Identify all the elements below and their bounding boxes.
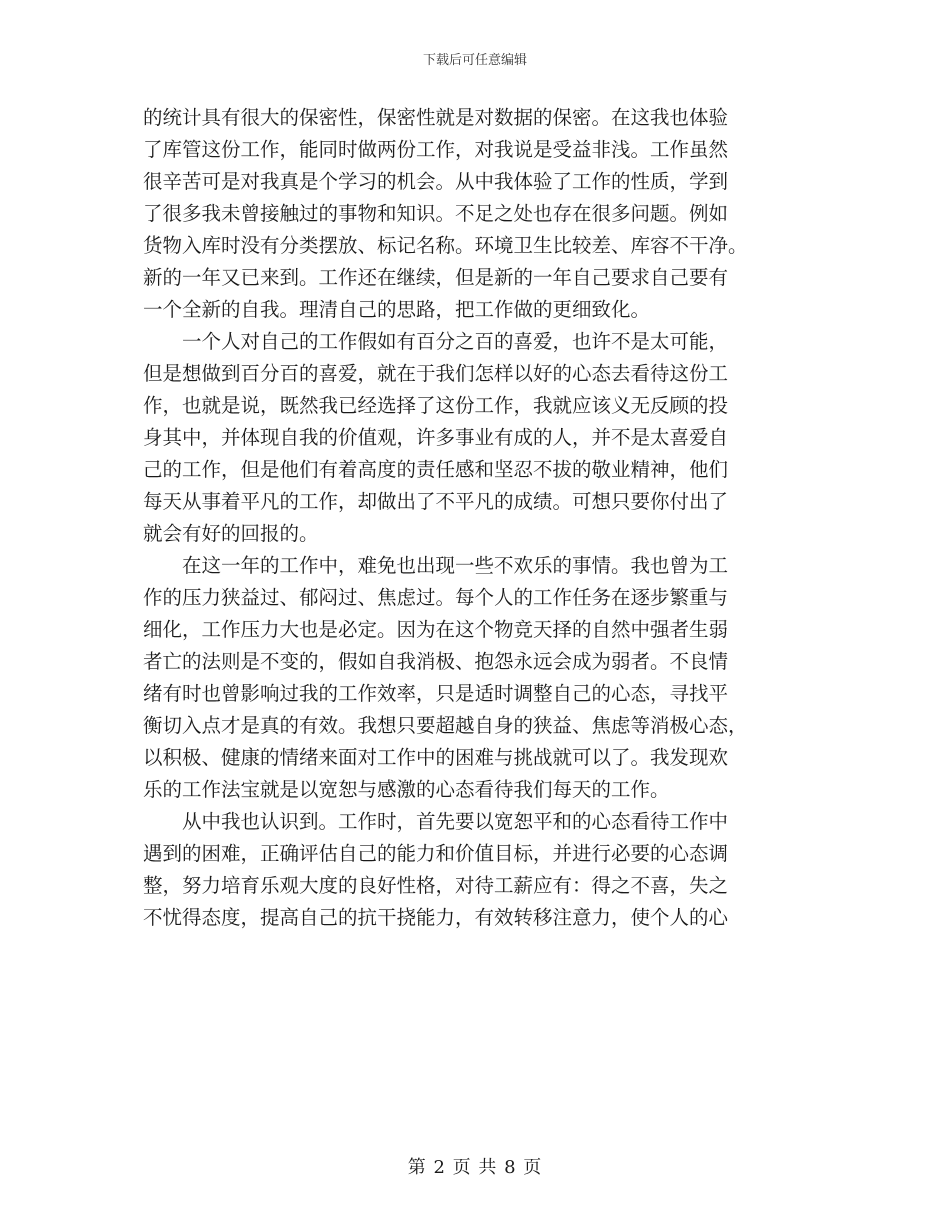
- text-line: 一个全新的自我。理清自己的思路，把工作做的更细致化。: [143, 298, 651, 321]
- text-line: 作，也就是说，既然我已经选择了这份工作，我就应该义无反顾的投: [143, 394, 729, 417]
- text-line: 整，努力培育乐观大度的良好性格，对待工薪应有：得之不喜，失之: [143, 874, 729, 897]
- text-line: 但是想做到百分百的喜爱，就在于我们怎样以好的心态去看待这份工: [143, 362, 729, 385]
- paragraph-first-line: 从中我也认识到。工作时，首先要以宽恕平和的心态看待工作中: [182, 810, 729, 833]
- text-line: 己的工作，但是他们有着高度的责任感和坚忍不拔的敬业精神，他们: [143, 458, 729, 481]
- text-line: 货物入库时没有分类摆放、标记名称。环境卫生比较差、库容不干净。: [143, 234, 748, 257]
- text-line: 绪有时也曾影响过我的工作效率，只是适时调整自己的心态，寻找平: [143, 682, 729, 705]
- text-line: 以积极、健康的情绪来面对工作中的困难与挑战就可以了。我发现欢: [143, 746, 729, 769]
- text-line: 作的压力狭益过、郁闷过、焦虑过。每个人的工作任务在逐步繁重与: [143, 586, 729, 609]
- text-line: 细化，工作压力大也是必定。因为在这个物竞天择的自然中强者生弱: [143, 618, 729, 641]
- paragraph-first-line: 一个人对自己的工作假如有百分之百的喜爱，也许不是太可能，: [182, 330, 729, 353]
- text-line: 的统计具有很大的保密性，保密性就是对数据的保密。在这我也体验: [143, 106, 729, 129]
- text-line: 遇到的困难，正确评估自己的能力和价值目标，并进行必要的心态调: [143, 842, 729, 865]
- text-line: 就会有好的回报的。: [143, 522, 319, 545]
- text-line: 很辛苦可是对我真是个学习的机会。从中我体验了工作的性质，学到: [143, 170, 729, 193]
- text-line: 了库管这份工作，能同时做两份工作，对我说是受益非浅。工作虽然: [143, 138, 729, 161]
- text-line: 乐的工作法宝就是以宽恕与感激的心态看待我们每天的工作。: [143, 778, 670, 801]
- text-line: 每天从事着平凡的工作，却做出了不平凡的成绩。可想只要你付出了: [143, 490, 729, 513]
- page-number: 第 2 页 共 8 页: [407, 1157, 543, 1178]
- text-line: 身其中，并体现自我的价值观，许多事业有成的人，并不是太喜爱自: [143, 426, 729, 449]
- text-line: 不忧得态度，提高自己的抗干挠能力，有效转移注意力，使个人的心: [143, 906, 729, 929]
- paragraph-first-line: 在这一年的工作中，难免也出现一些不欢乐的事情。我也曾为工: [182, 554, 729, 577]
- text-line: 了很多我未曾接触过的事物和知识。不足之处也存在很多问题。例如: [143, 202, 729, 225]
- text-line: 衡切入点才是真的有效。我想只要超越自身的狭益、焦虑等消极心态，: [143, 714, 748, 737]
- text-line: 新的一年又已来到。工作还在继续，但是新的一年自己要求自己要有: [143, 266, 729, 289]
- page-header: 下载后可任意编辑: [422, 53, 527, 68]
- text-line: 者亡的法则是不变的，假如自我消极、抱怨永远会成为弱者。不良情: [143, 650, 729, 673]
- document-body: [143, 102, 811, 934]
